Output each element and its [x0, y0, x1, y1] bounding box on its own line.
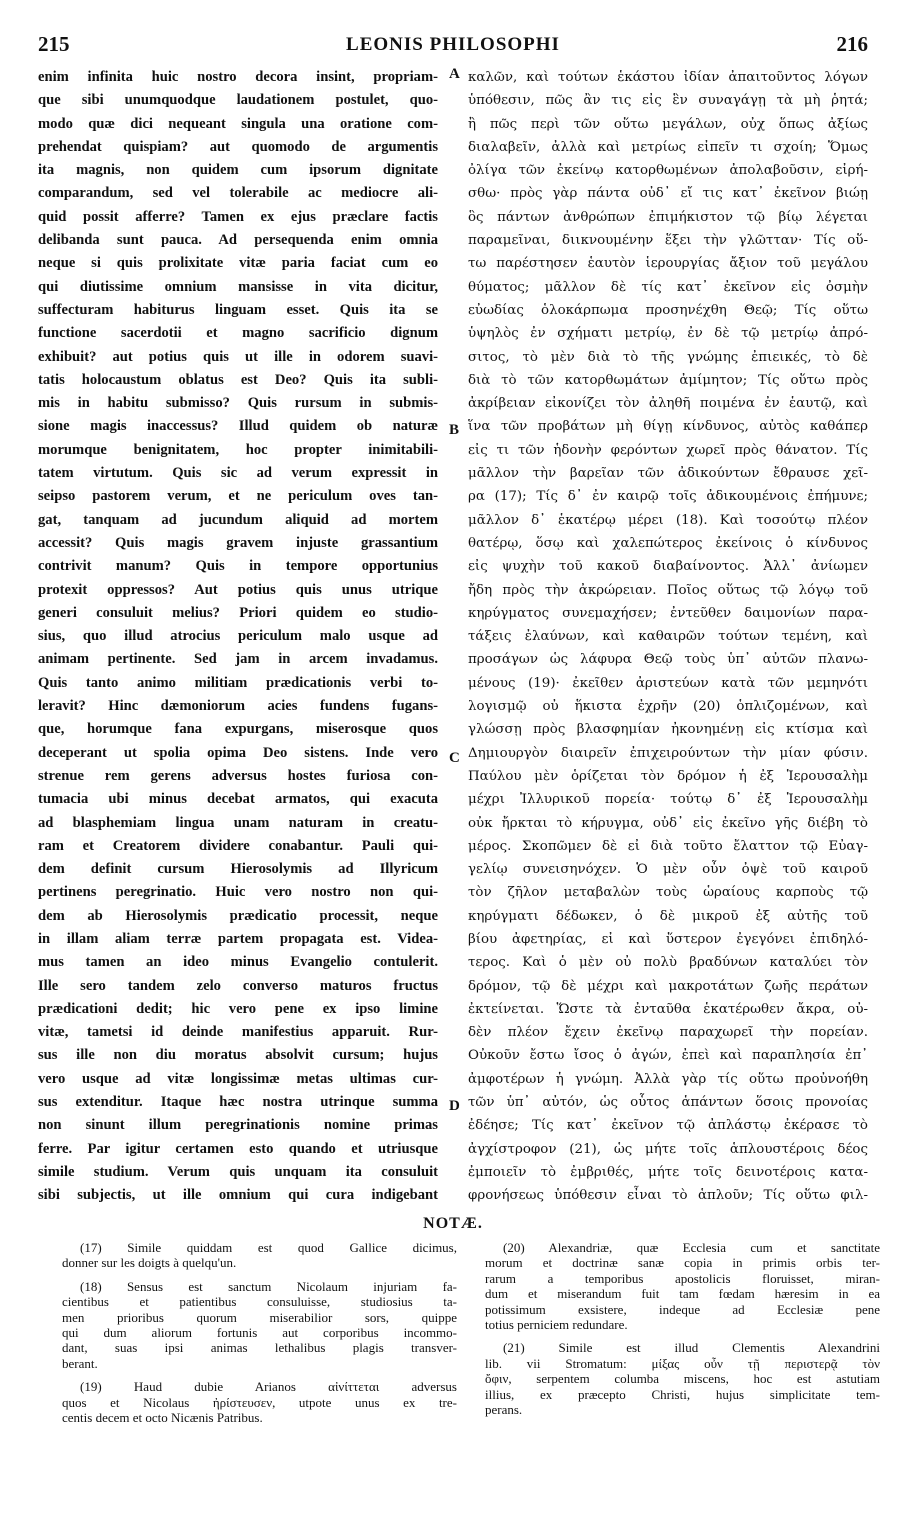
latin-text-line: qui diutissime omnium mansisse in vita dicitur,: [38, 278, 438, 295]
note-line: totius perniciem redundare.: [485, 1316, 628, 1332]
latin-column: [38, 66, 438, 1208]
latin-text-line: non sinunt illum peregrinationis nomine primas: [38, 1117, 438, 1134]
greek-text-line: εἰς ψυχὴν τοῦ κακοῦ διαβαίνοντος. Ἀλλ᾽ ἀνίωμεν: [468, 559, 868, 575]
latin-text-line: accessit? Quis magis gravem injuste grassantium: [38, 534, 438, 551]
note-line: cientibus et patientibus consuluisse, studiosius ta-: [62, 1294, 457, 1310]
greek-text-line: διὰ τὸ τῶν κατορθωμάτων ἀμίμητον; Τίς οὕτω πρὸς: [468, 372, 868, 388]
latin-text-line: leravit? Hinc dæmoniorum acies fundens fugans-: [38, 698, 438, 715]
latin-text-line: sus ille non diu moratus absolvit cursum; hujus: [38, 1047, 438, 1064]
note-line: qui dum aliorum fortunis aut corporibus incommo-: [62, 1324, 457, 1340]
latin-text-line: exhibuit? aut potius quis ut ille in odorem suavi-: [38, 348, 438, 365]
greek-text-line: ἐδέησε; Τίς κατ᾽ ἐκεῖνον τῷ ἀπλάστῳ ἐκέρασε τὸ: [468, 1118, 868, 1134]
latin-text-line: modo quæ dici nequeant singula una oratione com-: [38, 115, 438, 132]
greek-text-line: ἢ πῶς περὶ τῶν οὕτω μεγάλων, οὐχ ὅπως ἀξίως: [468, 116, 868, 132]
greek-text-line: τὸν ζῆλον μεταβαλὼν τοὺς ὡραίους καρποὺς τῷ: [468, 885, 868, 901]
latin-text-line: neque si quis prolixitate vitæ paria faciat cum eo: [38, 255, 438, 272]
latin-text-line: tumacia ubi minus decebat armatos, qui exacuta: [38, 791, 438, 808]
page-number-right: 216: [836, 32, 868, 56]
greek-text-line: ὀλίγα τῶν ἐκείνῳ κατορθωμένων ἀπολαβοῦσιν, εἰρή-: [468, 163, 868, 179]
latin-text-line: quid possit afferre? Tamen ex ejus præclare factis: [38, 208, 438, 225]
latin-text-line: contrivit manum? Quis in tempore opportunius: [38, 558, 438, 575]
latin-text-line: dem ab Hierosolymis prædicatio processit, neque: [38, 907, 438, 924]
greek-text-line: διαλαβεῖν, ἀλλὰ καὶ μετρίως εἰπεῖν τι σχοίη; Ὅμως: [468, 139, 868, 155]
latin-text-line: animam pertinente. Sed jam in arcem invadamus.: [38, 651, 438, 668]
greek-text-line: ἐμποιεῖν τὸ ἐμβριθές, μήτε τοῖς δεινοτέροις κατα-: [468, 1164, 868, 1180]
greek-text-line: τῶν ὑπ᾽ αὐτόν, ὡς οὗτος ἁπάντων ὅσοις προνοίας: [468, 1095, 868, 1111]
latin-text-line: deceperant ut spolia opima Deo sistens. Inde vero: [38, 744, 438, 761]
latin-text-line: mis in habitu submisso? Quis rursum in submis-: [38, 395, 438, 412]
greek-text-line: ἐκτείνεται. Ὥστε τὰ ἐνταῦθα ἑκατέρωθεν ἄκρα, οὐ-: [468, 1001, 868, 1017]
note-line: dant, suas ipsi animas lethalibus plagis transver-: [62, 1340, 457, 1356]
note-line: illius, ex præcepto Christi, hujus simplicitate tem-: [485, 1386, 880, 1402]
latin-text-line: tatis holocaustum oblatus est Deo? Quis ita subli-: [38, 371, 438, 388]
latin-text-line: vitæ, tametsi id deinde manifestius apparuit. Rur-: [38, 1024, 438, 1041]
latin-text-line: seipso pastorem verum, et ne periculum oves tan-: [38, 488, 438, 505]
latin-text-line: delibanda sunt pauca. Ad persequenda enim omnia: [38, 232, 438, 249]
latin-text-line: ita magnis, non quidem cum ipsorum dignitate: [38, 162, 438, 179]
latin-text-line: que, horumque fana expurgans, miserosque quos: [38, 721, 438, 738]
latin-text-line: mus tamen an ideo minus Evangelio contulerit.: [38, 954, 438, 971]
note-line: (17) Simile quiddam est quod Gallice dicimus,: [80, 1240, 457, 1255]
greek-text-line: μᾶλλον τὴν βαρεῖαν τῶν ἀδικούντων ἔθραυσε χεῖ-: [468, 466, 868, 482]
margin-marker-c: C: [449, 750, 460, 766]
greek-text-line: κηρύγματος συνεμαχήσεν; ἐντεῦθεν δαιμονίων παρα-: [468, 605, 868, 621]
latin-text-line: Ille sero tandem zelo converso maturos fructus: [38, 977, 438, 994]
greek-text-line: δρόμον, τῷ δὲ μέχρι καὶ μακροτάτων ζωῆς περάτων: [468, 978, 868, 994]
latin-text-line: enim infinita huic nostro decora insint, propriam-: [38, 69, 438, 85]
greek-text-line: θύματος; μᾶλλον δὲ τίς κατ᾽ ἐκεῖνον εἰς ὀσμὴν: [468, 279, 868, 295]
greek-text-line: σιτος, τὸ μὲν διὰ τὸ τῆς γνώμης ἐπιεικές, τὸ δὲ: [468, 349, 868, 365]
latin-text-line: comparandum, sed vel tolerabile ac mediocre ali-: [38, 185, 438, 202]
note-line: dum et miserandum fuit tam fœdam hæresim in ea: [485, 1286, 880, 1302]
latin-text-line: sione magis inaccessus? Illud quidem ob naturæ: [38, 418, 438, 435]
notes-left-column: [62, 1240, 457, 1425]
latin-text-line: prædicationi dedit; hic vero pene ex ipso limine: [38, 1000, 438, 1017]
page-number-left: 215: [38, 32, 70, 56]
margin-marker-d: D: [449, 1098, 460, 1114]
latin-text-line: protexit oppressos? Aut potius quis unus utrique: [38, 581, 438, 598]
greek-text-line: ὑψηλὸς ἐν σχήματι μετρίῳ, ἐν δὲ τῷ μετρίῳ ἀπρό-: [468, 326, 868, 342]
latin-text-line: ad blasphemiam lingua unam naturam in creatu-: [38, 814, 438, 831]
greek-text-line: κηρύγματι δέδωκεν, ὁ δὲ μικροῦ ἐξ αὐτῆς τοῦ: [468, 908, 868, 924]
greek-text-line: Δημιουργὸν διαιρεῖν ἐπιχειρούντων τὴν μίαν φύσιν.: [468, 745, 868, 761]
greek-text-line: καλῶν, καὶ τούτων ἑκάστου ἰδίαν ἀπαιτοῦντος λόγων: [468, 70, 868, 85]
notes-title: NOTÆ.: [423, 1215, 483, 1232]
latin-text-line: dem definit cursum Hierosolymis ad Illyricum: [38, 861, 438, 878]
note-line: perans.: [485, 1401, 523, 1417]
greek-text-line: βίου ἀφετηρίας, εἰ καὶ ὕστερον ἐγεγόνει ἐπιδηλό-: [468, 931, 868, 947]
greek-text-line: τερος. Καὶ ὁ μὲν οὐ πολὺ βραδύνων καταλύει τὸν: [468, 955, 868, 971]
latin-text-line: vero usque ad vitæ longissimæ metas ultimas cur-: [38, 1070, 438, 1087]
greek-column: [468, 66, 868, 1208]
latin-text-line: pertinens peregrinatio. Huic vero nostro non qui-: [38, 884, 438, 901]
note-line: morum et doctrinæ sanæ copia in primis orbis ter-: [485, 1255, 880, 1271]
latin-text-line: generi consuluit melius? Priori quidem eo studio-: [38, 604, 438, 621]
greek-text-line: ρα (17); Τίς δ᾽ ἐν καιρῷ τοῖς ἀδικουμένοις ἐπήμυνε;: [468, 489, 868, 505]
latin-text-line: tatem virtutum. Quis sic ad verum expressit in: [38, 465, 438, 482]
greek-text-line: γελίῳ συνεισηνόχεν. Ὁ μὲν οὖν ὀψὲ τοῦ καιροῦ: [468, 862, 868, 878]
note-line: (19) Haud dubie Arianos αἰνίττεται adversus: [80, 1379, 457, 1395]
greek-text-line: μᾶλλον δ᾽ ἑκατέρῳ μέρει (18). Καὶ τοσούτῳ πλέον: [468, 512, 868, 528]
greek-text-line: ἀγχίστροφον (21), ὡς μήτε τοῖς ἁπλουστέροις δέος: [468, 1141, 868, 1157]
greek-text-line: μένους (19)· ἐκεῖθεν ἀριστεύων κατὰ τῶν μεμηνότι: [468, 675, 868, 691]
greek-text-line: ἤδη πρὸς τὴν ἀκρώρειαν. Ποῖος οὕτως τῷ λόγῳ τοῦ: [468, 582, 868, 598]
note-line: quos et Nicolaus ἠρίστευσεν, utpote unus ex tre-: [62, 1394, 457, 1410]
note-line: berant.: [62, 1355, 98, 1371]
page-header: [38, 32, 868, 60]
latin-text-line: ferre. Par igitur certamen esto quando et utriusque: [38, 1140, 438, 1157]
greek-text-line: ὑπόθεσιν, πῶς ἂν τις εἰς ἓν συναγάγῃ τὰ μὴ ῥητά;: [468, 93, 868, 109]
greek-text-line: φρονήσεως ὑπόθεσιν εἶναι τὸ ἁπλοῦν; Τίς οὕτω φιλ-: [468, 1188, 868, 1204]
latin-text-line: strenue rem gerens adversus hostes furiosa con-: [38, 767, 438, 784]
greek-text-line: παραμεῖναι, διικνουμένην ἕξει τὴν γλῶτταν· Τίς οὕ-: [468, 233, 868, 249]
note-line: potissimum exsistere, indeque ad Ecclesiæ pene: [485, 1301, 880, 1317]
note-line: (20) Alexandriæ, quæ Ecclesia cum et sanctitate: [503, 1240, 880, 1255]
greek-text-line: τω παρέστησεν ἑαυτὸν ἱερουργίας ἄξιον τοῦ μεγάλου: [468, 256, 868, 272]
latin-text-line: simile studium. Verum quis unquam ita consuluit: [38, 1163, 438, 1180]
greek-text-line: οὐκ ἤρκται τὸ κήρυγμα, οὐδ᾽ εἰς ἐκεῖνο γῆς διέβη τὸ: [468, 815, 868, 831]
greek-text-line: μέρος. Σκοπῶμεν δὲ εἰ διὰ τοῦτο ἔλαττον τῷ Εὐαγ-: [468, 838, 868, 854]
greek-text-line: ἀκρίβειαν εἰκονίζει τὸν ἀληθῆ ποιμένα ἐν ἑαυτῷ, καὶ: [468, 396, 868, 412]
note-line: ὄφιν, serpentem columba miscens, hoc est astutiam: [485, 1371, 880, 1387]
latin-text-line: prehendat quispiam? aut quomodo de argumentis: [38, 138, 438, 155]
latin-text-line: functione sacerdotii et magno sacrificio dignum: [38, 325, 438, 342]
greek-text-line: Παύλου μὲν ὁρίζεται τὸν δρόμον ἡ ἐξ Ἱερουσαλὴμ: [468, 768, 868, 784]
greek-text-line: δὲν πλέον ἔχειν ἐκεῖνῳ παραχωρεῖ τὴν πορείαν.: [468, 1025, 868, 1041]
note-line: (18) Sensus est sanctum Nicolaum injuriam fa-: [80, 1278, 457, 1294]
greek-text-line: Οὐκοῦν ἔστω ἴσος ὁ ἀγών, ἐπεὶ καὶ παραπλησία ἐπ᾽: [468, 1048, 868, 1064]
margin-marker-b: B: [449, 422, 460, 438]
latin-text-line: que sibi unumquodque laudationem postulet, quo-: [38, 92, 438, 109]
greek-text-line: μέχρι Ἰλλυρικοῦ πορεία· τούτῳ δ᾽ ἐξ Ἱερουσαλὴμ: [468, 792, 868, 808]
latin-text-line: suffecturam habiturus linguam esset. Quis ita se: [38, 301, 438, 318]
greek-text-line: σθω· πρὸς γὰρ πάντα οὐδ᾽ εἴ τις κατ᾽ ἐκεῖνον βιώῃ: [468, 186, 868, 202]
latin-text-line: sius, quo illud atrocius periculum malo usque ad: [38, 628, 438, 645]
latin-text-line: sus extenditur. Itaque hæc nostra utrinque summa: [38, 1094, 438, 1111]
note-line: lib. vii Stromatum: μίξας οὖν τῇ περιστερᾷ τὸν: [485, 1355, 880, 1371]
note-line: centis decem et octo Nicænis Patribus.: [62, 1409, 263, 1425]
greek-text-line: λογισμῷ οὐ ἥκιστα ἐχρῆν (20) ὁπλιζομένων, καὶ: [468, 699, 868, 715]
greek-text-line: εἰς τι τῶν ἡδονὴν φερόντων χωρεῖ πρὸς θάνατον. Τίς: [468, 442, 868, 458]
latin-text-line: ram et Creatorem dividere conabantur. Pauli qui-: [38, 837, 438, 854]
greek-text-line: εὐωδίας ὁλοκάρπωμα προσηνέχθη Θεῷ; Τίς οὕτω: [468, 302, 868, 318]
note-line: men prioribus quorum miserabilior sors, quippe: [62, 1309, 457, 1325]
running-title: LEONIS PHILOSOPHI: [346, 34, 560, 55]
note-line: rarum a temporibus apostolicis floruisset, miran-: [485, 1270, 880, 1286]
note-line: donner sur les doigts à quelqu'un.: [62, 1255, 237, 1271]
greek-text-line: ἀμφοτέρων ἡ γνώμη. Ἀλλὰ γὰρ τίς οὕτω προὐνοήθη: [468, 1071, 868, 1087]
latin-text-line: morumque benignitatem, hoc propter inimitabili-: [38, 441, 438, 458]
greek-text-line: τάξεις ἐλαύνων, καὶ καθαιρῶν τούτων τεμένη, καὶ: [468, 629, 868, 645]
greek-text-line: θατέρῳ, ὅσῳ καὶ χαλεπώτερος ἐκείνοις ὁ κίνδυνος: [468, 535, 868, 551]
latin-text-line: sibi subjectis, ut ille omnium qui cura indigebant: [38, 1187, 438, 1204]
greek-text-line: γλώσσῃ πρὸς βλασφημίαν ἠκονημένῃ εἰς κτίσμα καὶ: [468, 722, 868, 738]
latin-text-line: in illam aliam terræ partem propagata est. Videa-: [38, 930, 438, 947]
note-line: (21) Simile est illud Clementis Alexandrini: [503, 1340, 880, 1356]
latin-text-line: gat, tanquam ad jucundum aliquid ad mortem: [38, 511, 438, 528]
latin-text-line: Quis tanto animo militiam prædicationis verbi to-: [38, 674, 438, 691]
notes-right-column: [485, 1240, 880, 1417]
greek-text-line: προσάγων ὡς λάφυρα Θεῷ τοὺς ὑπ᾽ αὐτῶν πλανω-: [468, 652, 868, 668]
margin-marker-a: A: [449, 66, 460, 82]
greek-text-line: ὃς πάντων ἀνθρώπων ἐπιμήκιστον τῷ βίῳ λέγεται: [468, 209, 868, 225]
greek-text-line: ἵνα τῶν προβάτων μὴ θίγῃ κίνδυνος, αὐτὸς καθάπερ: [468, 419, 868, 435]
